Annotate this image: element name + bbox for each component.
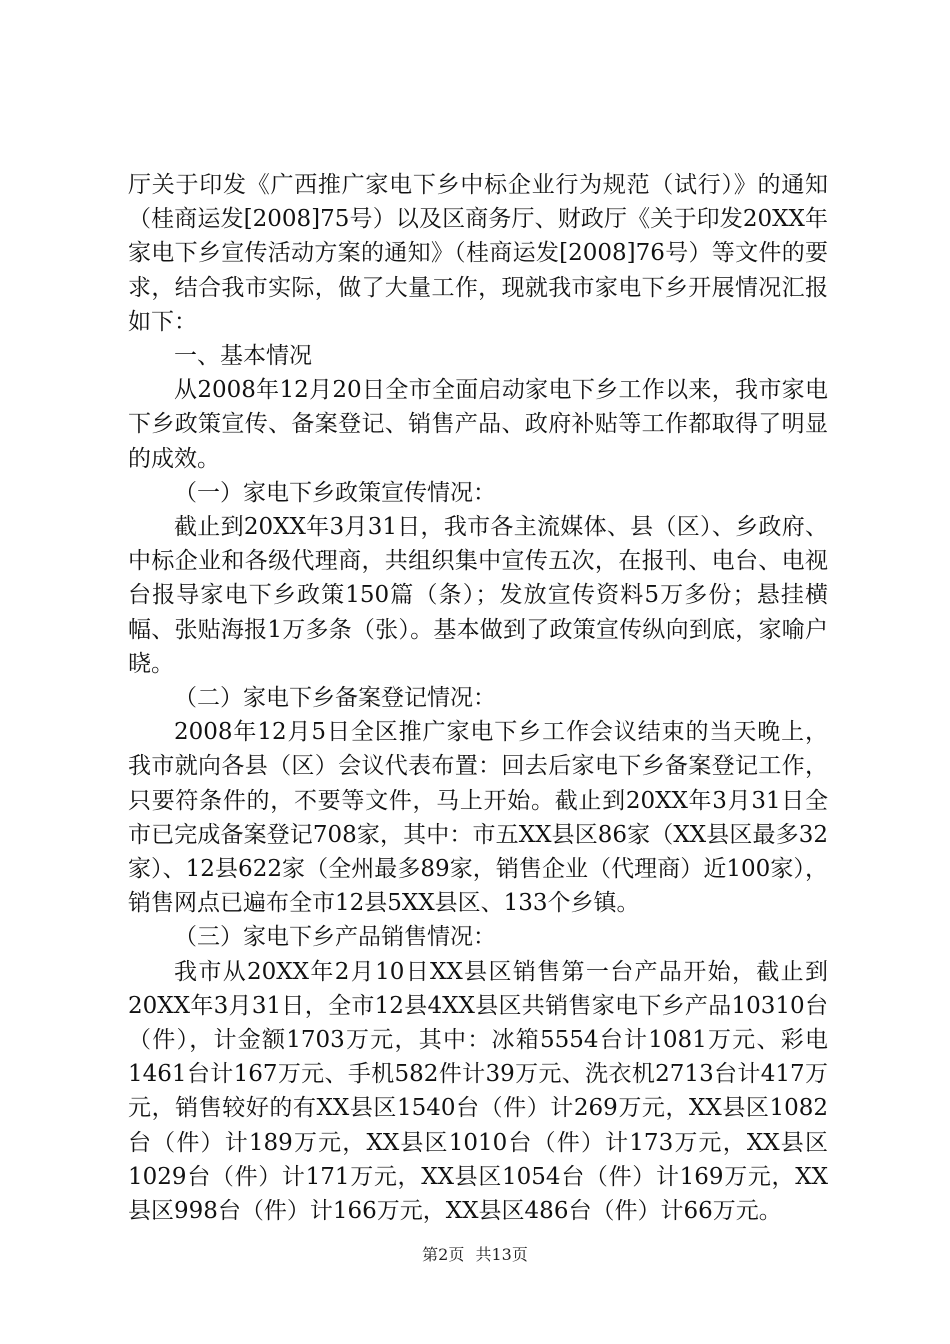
heading-registration: （二）家电下乡备案登记情况： — [174, 685, 496, 712]
paragraph-intro: 厅关于印发《广西推广家电下乡中标企业行为规范（试行）》的通知（桂商运发[2008]75号）以及区商务厅、财政厅《关于印发20XX年家电下乡宣传活动方案的通知》（桂商运发[2008]76号）等文件的要求，结合我市实际，做了大量工作，现就我市家电下乡开展情况汇报如下： — [128, 172, 828, 335]
paragraph-policy-promotion: 截止到20XX年3月31日，我市各主流媒体、县（区）、乡政府、中标企业和各级代理商，共组织集中宣传五次，在报刊、电台、电视台报导家电下乡政策150篇（条）；发放宣传资料5万多份；悬挂横幅、张贴海报1万多条（张）。基本做到了政策宣传纵向到底，家喻户晓。 — [128, 514, 828, 677]
heading-policy-promotion: （一）家电下乡政策宣传情况： — [174, 479, 496, 506]
page-number: 第2页 — [422, 1245, 465, 1264]
page-footer — [0, 1242, 950, 1265]
paragraph-registration: 2008年12月5日全区推广家电下乡工作会议结束的当天晚上，我市就向各县（区）会议代表布置：回去后家电下乡备案登记工作，只要符条件的，不要等文件，马上开始。截止到20XX年3月31日全市已完成备案登记708家，其中：市五XX县区86家（XX县区最多32家）、12县622家（全州最多89家，销售企业（代理商）近100家），销售网点已遍布全市12县5XX县区、133个乡镇。 — [128, 719, 828, 917]
document-body — [128, 168, 828, 1228]
page-total: 共13页 — [475, 1245, 528, 1264]
heading-basic-situation: 一、基本情况 — [174, 343, 312, 370]
heading-sales: （三）家电下乡产品销售情况： — [174, 924, 496, 951]
paragraph-overview: 从2008年12月20日全市全面启动家电下乡工作以来，我市家电下乡政策宣传、备案登记、销售产品、政府补贴等工作都取得了明显的成效。 — [128, 377, 828, 472]
paragraph-sales: 我市从20XX年2月10日XX县区销售第一台产品开始，截止到20XX年3月31日，全市12县4XX县区共销售家电下乡产品10310台（件），计金额1703万元，其中：冰箱5554台计1081万元、彩电1461台计167万元、手机582件计39万元、洗衣机2713台计417万元，销售较好的有XX县区1540台（件）计269万元，XX县区1082台（件）计189万元，XX县区1010台（件）计173万元，XX县区1029台（件）计171万元，XX县区1054台（件）计169万元，XX县区998台（件）计166万元，XX县区486台（件）计66万元。 — [128, 958, 828, 1225]
